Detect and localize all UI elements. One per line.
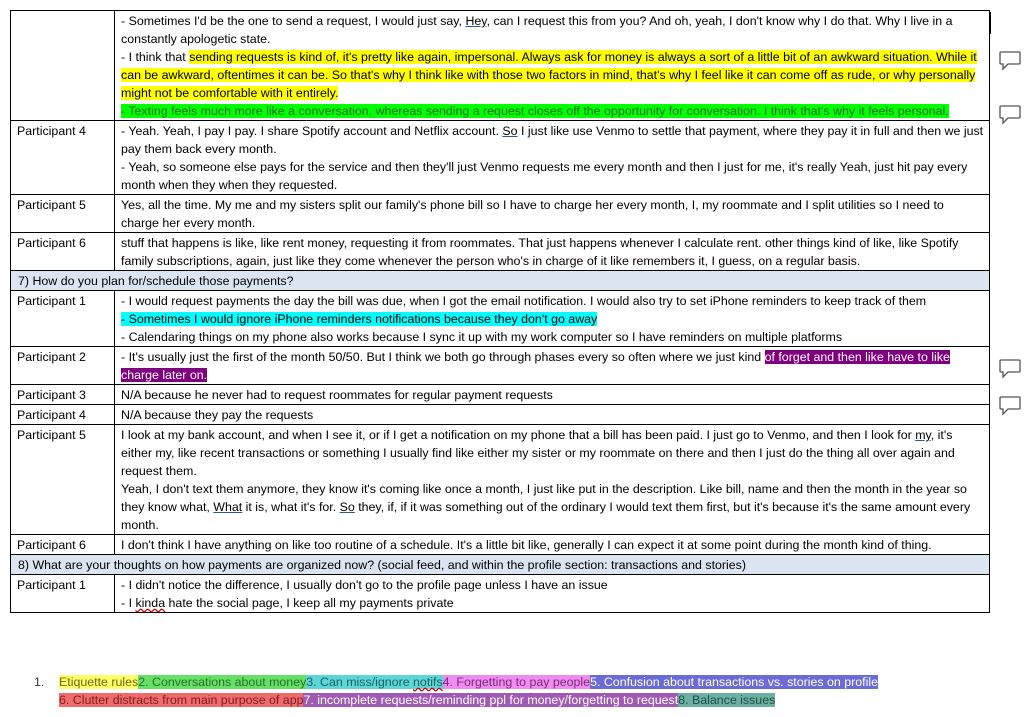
participant-label: Participant 3: [11, 385, 115, 405]
answer-line: [121, 348, 985, 384]
participant-row: [11, 425, 990, 535]
answer-line: [121, 12, 985, 48]
answer-line: [121, 122, 985, 158]
answer-text: I look at my bank account, and when I see it, or if I get a notification on my phone that a bill has been paid. I just go to Venmo, and then I look for: [121, 428, 916, 442]
answer-line: [121, 102, 985, 120]
participant-answer: [115, 575, 990, 613]
participant-answer: [115, 347, 990, 385]
answer-line: [121, 234, 985, 270]
answer-line: [121, 406, 985, 424]
comment-icon-3[interactable]: [998, 358, 1022, 380]
answer-text: - I: [121, 596, 136, 610]
participant-label: Participant 5: [11, 195, 115, 233]
answer-line: [121, 328, 985, 346]
participant-answer: [115, 11, 990, 121]
answer-text: stuff that happens is like, like rent money, requesting it from roommates. That just happens whenever I calculate rent. other things kind of like, like Spotify family subscriptions, again, just like they come whenever the person who's in charge of it like remembers it, I guess, on a regular basis.: [121, 236, 959, 268]
answer-line: [121, 576, 985, 594]
answer-text: it is, what it's for.: [242, 500, 340, 514]
participant-answer: [115, 535, 990, 555]
text-cursor: [990, 12, 991, 34]
participant-answer: [115, 425, 990, 535]
legend-row: [34, 673, 994, 691]
underlined-word: Hey: [465, 14, 487, 28]
underlined-word: So: [339, 500, 355, 514]
highlighted-text: sending requests is kind of, it's pretty like again, impersonal. Always ask for money is always a sort of a little bit of an awkward situation. While it can be awkward, oftentimes it can be. So that's why I think like with those two factors in mind, that's why I feel like it can come off as rude, or why personally might not be comfortable with it entirely.: [121, 50, 977, 100]
highlighted-text: - Texting feels much more like a conversation, whereas sending a request closes off the opportunity for conversation. I think that's why it feels personal.: [121, 104, 949, 118]
participant-row: [11, 405, 990, 425]
answer-text: I just like use Venmo to settle that payment, where they pay it in full and then we just pay them back every month.: [121, 124, 984, 156]
answer-text: N/A because he never had to request roommates for regular payment requests: [121, 388, 553, 402]
answer-text: , it's either my, like recent transactions or something I usually find like either my sister or my roommate on there and then I just do the thing all over again and request them.: [121, 428, 955, 478]
answer-text: - Yeah. Yeah, I pay I pay. I share Spotify account and Netflix account.: [121, 124, 503, 138]
underlined-word: my: [915, 428, 931, 442]
legend-item: Etiquette rules: [59, 675, 139, 689]
answer-text: - Calendaring things on my phone also works because I sync it up with my work computer so I have reminders on multiple platforms: [121, 330, 843, 344]
answer-text: I don't think I have anything on like too routine of a schedule. It's a little bit like, generally I can expect it at some point during the month kind of thing.: [121, 538, 932, 552]
participant-answer: [115, 405, 990, 425]
answer-line: [121, 594, 985, 612]
interview-table: [10, 10, 990, 613]
answer-text: Yeah, I don't text them anymore, they know it's coming like once a month, I just like put in the description. Like bill, name and then the month in the year so they know what,: [121, 482, 967, 514]
participant-answer: [115, 291, 990, 347]
participant-row: [11, 385, 990, 405]
legend-item: 8. Balance issues: [678, 693, 776, 707]
answer-text: - Yeah, so someone else pays for the service and then they'll just Venmo requests me every month and then I just for me, it's really Yeah, just hit pay every month when they when they requested.: [121, 160, 968, 192]
participant-label: Participant 1: [11, 575, 115, 613]
question-text: 7) How do you plan for/schedule those payments?: [11, 271, 990, 291]
underlined-word: So: [502, 124, 518, 138]
highlighted-text: - Sometimes I would ignore iPhone reminders notifications because they don't go away: [121, 312, 598, 326]
question-text: 8) What are your thoughts on how payments are organized now? (social feed, and within the profile section: transactions and stories): [11, 555, 990, 575]
answer-line: [121, 158, 985, 194]
answer-line: [121, 48, 985, 102]
comment-margin: [996, 0, 1026, 717]
legend-item: 3. Can miss/ignore notifs: [306, 675, 443, 689]
comment-icon-1[interactable]: [998, 50, 1022, 72]
answer-line: [121, 480, 985, 534]
highlighted-text: of forget and then like have to like charge later on.: [121, 350, 950, 382]
underlined-word: What: [213, 500, 243, 514]
participant-label: Participant 6: [11, 535, 115, 555]
participant-row: [11, 575, 990, 613]
answer-text: - I would request payments the day the bill was due, when I got the email notification. I would also try to set iPhone reminders to keep track of them: [121, 294, 927, 308]
question-row: [11, 271, 990, 291]
participant-answer: [115, 385, 990, 405]
participant-label: Participant 6: [11, 233, 115, 271]
participant-label: [11, 11, 115, 121]
legend-item: 7. incomplete requests/reminding ppl for money/forgetting to request: [303, 693, 679, 707]
code-legend: [34, 673, 994, 709]
participant-row: [11, 11, 990, 121]
interview-table-body: [11, 11, 990, 613]
participant-row: [11, 291, 990, 347]
answer-line: [121, 386, 985, 404]
question-row: [11, 555, 990, 575]
document-page: [10, 10, 990, 613]
legend-item: 4. Forgetting to pay people: [442, 675, 591, 689]
participant-answer: [115, 121, 990, 195]
comment-icon-2[interactable]: [998, 104, 1022, 126]
answer-text: - I think that: [121, 50, 190, 64]
participant-label: Participant 1: [11, 291, 115, 347]
legend-row: [34, 691, 994, 709]
answer-text: N/A because they pay the requests: [121, 408, 314, 422]
participant-answer: [115, 195, 990, 233]
participant-answer: [115, 233, 990, 271]
answer-text: - I didn't notice the difference, I usually don't go to the profile page unless I have an issue: [121, 578, 608, 592]
legend-item: 2. Conversations about money: [138, 675, 307, 689]
answer-line: [121, 196, 985, 232]
answer-text: Yes, all the time. My me and my sisters split our family's phone bill so I have to charge her every month, I, my roommate and I split utilities so I need to charge her every month.: [121, 198, 944, 230]
answer-line: [121, 292, 985, 310]
participant-row: [11, 195, 990, 233]
legend-item: 6. Clutter distracts from main purpose of app: [59, 693, 304, 707]
participant-row: [11, 535, 990, 555]
answer-line: [121, 426, 985, 480]
answer-line: [121, 536, 985, 554]
participant-label: Participant 4: [11, 405, 115, 425]
participant-row: [11, 347, 990, 385]
participant-row: [11, 233, 990, 271]
answer-text: - It's usually just the first of the month 50/50. But I think we both go through phases every so often where we just kind: [121, 350, 765, 364]
comment-icon-4[interactable]: [998, 395, 1022, 417]
answer-line: [121, 310, 985, 328]
answer-text: , can I request this from you? And oh, yeah, I don't know why I do that. Why I live in a constantly apologetic state.: [121, 14, 953, 46]
answer-text: - Sometimes I'd be the one to send a request, I would just say,: [121, 14, 466, 28]
participant-label: Participant 4: [11, 121, 115, 195]
spelling-flagged-word: kinda: [135, 596, 166, 610]
participant-label: Participant 2: [11, 347, 115, 385]
answer-text: hate the social page, I keep all my payments private: [165, 596, 454, 610]
participant-label: Participant 5: [11, 425, 115, 535]
answer-text: they, if, if it was something out of the ordinary I would text them first, but it's because it's the same amount every month.: [121, 500, 971, 532]
participant-row: [11, 121, 990, 195]
legend-item: 5. Confusion about transactions vs. stories on profile: [590, 675, 878, 689]
legend-number: 1.: [34, 675, 45, 689]
